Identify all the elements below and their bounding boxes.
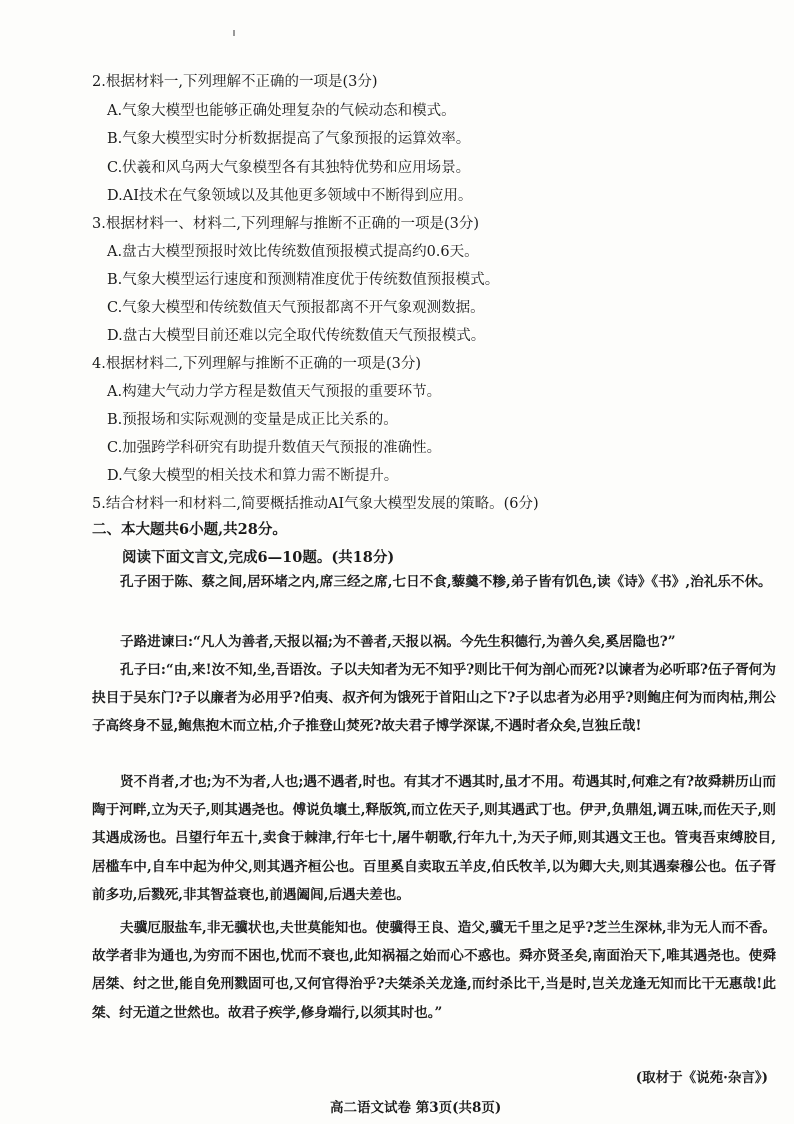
passage-source: (取材于《说苑·杂言》) <box>635 1070 768 1086</box>
passage-paragraph-4: 贤不肖者,才也;为不为者,人也;遇不遇者,时也。有其才不遇其时,虽才不用。苟遇其时,何难之有?故舜耕历山而陶于河畔,立为天子,则其遇尧也。傅说负壤土,释版筑,而立佐天子,则其遇武丁也。伊尹,负鼎俎,调五味,而佐天子,则其遇成汤也。吕望行年五十,卖食于棘津,行年七十,屠牛朝歌,行年九十,为天子师,则其遇文王也。管夷吾束缚胶目,居槛车中,自车中起为仲父,则其遇齐桓公也。百里奚自卖取五羊皮,伯氏牧羊,以为卿大夫,则其遇秦穆公也。伍子胥前多功,后戮死,非其智益衰也,前遇阖闾,后遇夫差也。 <box>92 774 776 903</box>
section-2-intro: 阅读下面文言文,完成6—10题。(共18分) <box>122 549 395 566</box>
question-2-stem: 2.根据材料一,下列理解不正确的一项是(3分) <box>92 74 378 90</box>
question-3-option-c: C.气象大模型和传统数值天气预报都离不开气象观测数据。 <box>107 300 485 316</box>
question-4-stem: 4.根据材料二,下列理解与推断不正确的一项是(3分) <box>92 356 421 372</box>
question-4-option-c: C.加强跨学科研究有助提升数值天气预报的准确性。 <box>107 440 442 456</box>
question-3-option-b: B.气象大模型运行速度和预测精准度优于传统数值预报模式。 <box>107 272 500 288</box>
question-4-option-b: B.预报场和实际观测的变量是成正比关系的。 <box>107 412 398 428</box>
section-2-heading: 二、本大题共6小题,共28分。 <box>92 521 287 538</box>
question-3-option-d: D.盘古大模型目前还难以完全取代传统数值天气预报模式。 <box>107 328 486 344</box>
question-2-option-b: B.气象大模型实时分析数据提高了气象预报的运算效率。 <box>107 131 471 147</box>
passage-paragraph-2: 子路进谏曰:“凡人为善者,天报以福;为不善者,天报以祸。今先生积德行,为善久矣,奚居隐也?” <box>120 634 676 650</box>
passage-paragraph-5: 夫骥厄服盐车,非无骥状也,夫世莫能知也。使骥得王良、造父,骥无千里之足乎?芝兰生深林,非为无人而不香。故学者非为通也,为穷而不困也,忧而不衰也,此知祸福之始而心不惑也。舜亦贤圣矣,南面治天下,唯其遇尧也。使舜居桀、纣之世,能自免刑戮固可也,又何官得治乎?夫桀杀关龙逢,而纣杀比干,当是时,岂关龙逢无知而比干无惠哉!此桀、纣无道之世然也。故君子疾学,修身端行,以须其时也。” <box>92 920 776 1021</box>
question-2-option-c: C.伏羲和风乌两大气象模型各有其独特优势和应用场景。 <box>107 160 471 176</box>
question-3-option-a: A.盘古大模型预报时效比传统数值预报模式提高约0.6天。 <box>107 244 479 260</box>
passage-paragraph-3: 孔子曰:“由,来!汝不知,坐,吾语汝。子以夫知者为无不知乎?则比干何为剖心而死?以谏者为必听耶?伍子胥何为抉目于吴东门?子以廉者为必用乎?伯夷、叔齐何为饿死于首阳山之下?子以忠者为必用乎?则鲍庄何为而肉枯,荆公子高终身不显,鲍焦抱木而立枯,介子推登山焚死?故夫君子博学深谋,不遇时者众矣,岂独丘哉! <box>92 662 776 735</box>
page-footer: 高二语文试卷 第3页(共8页) <box>330 1100 502 1116</box>
question-5-stem: 5.结合材料一和材料二,简要概括推动AI气象大模型发展的策略。(6分) <box>92 496 539 512</box>
question-2-option-d: D.AI技术在气象领域以及其他更多领域中不断得到应用。 <box>107 188 473 204</box>
question-4-option-d: D.气象大模型的相关技术和算力需不断提升。 <box>107 468 399 484</box>
question-2-option-a: A.气象大模型也能够正确处理复杂的气候动态和模式。 <box>107 103 456 119</box>
question-3-stem: 3.根据材料一、材料二,下列理解与推断不正确的一项是(3分) <box>92 216 479 232</box>
passage-paragraph-1: 孔子困于陈、蔡之间,居环堵之内,席三经之席,七日不食,藜羹不糁,弟子皆有饥色,读《诗》《书》,治礼乐不休。 <box>120 574 772 590</box>
question-4-option-a: A.构建大气动力学方程是数值天气预报的重要环节。 <box>107 384 442 400</box>
scan-mark <box>233 30 235 36</box>
